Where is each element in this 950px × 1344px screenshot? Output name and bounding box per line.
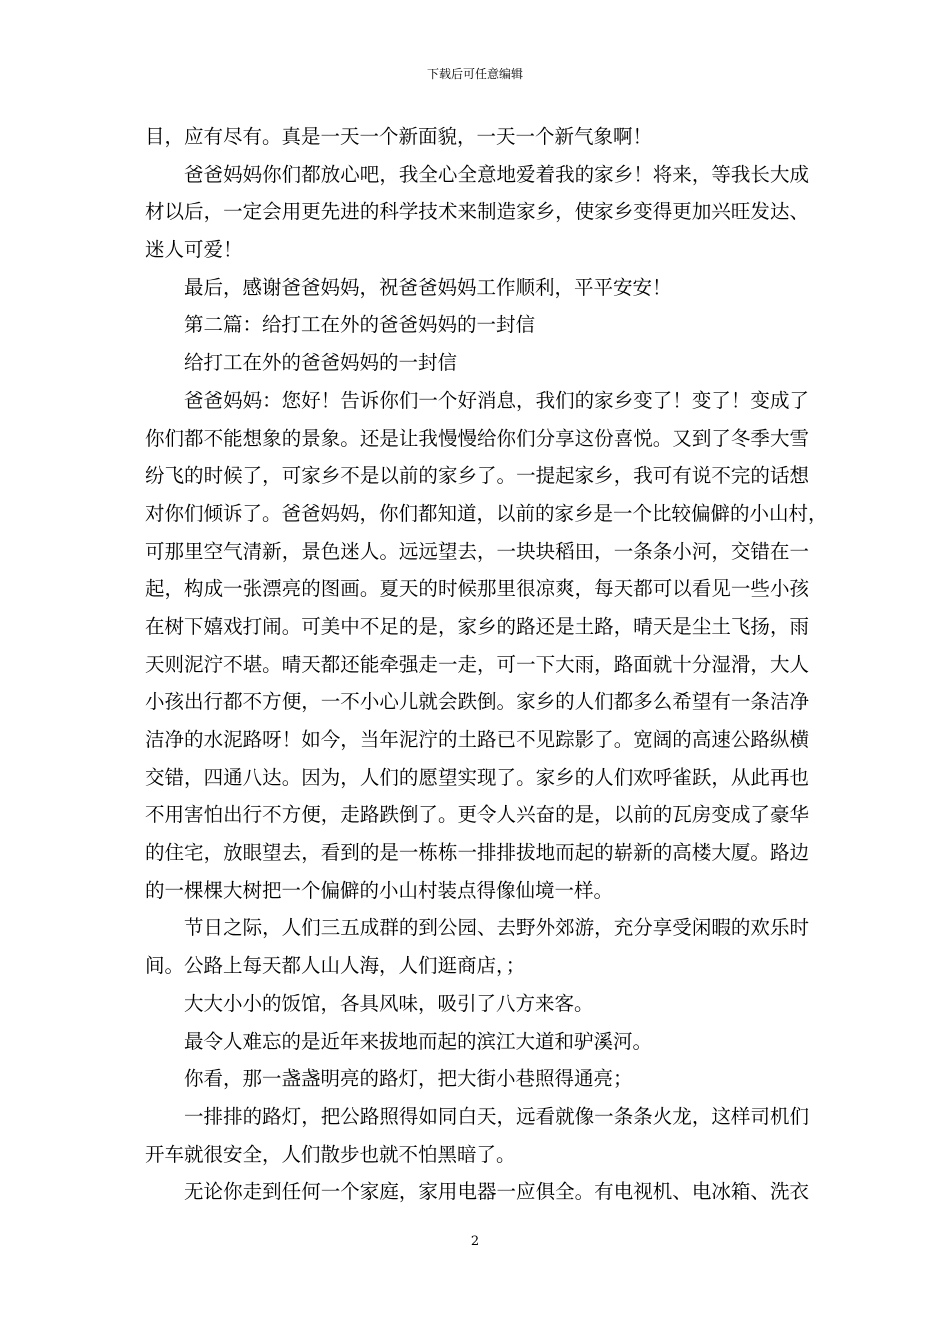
text-line: 不用害怕出行不方便，走路跌倒了。更令人兴奋的是，以前的瓦房变成了豪华 <box>145 803 809 827</box>
text-line: 对你们倾诉了。爸爸妈妈，你们都知道，以前的家乡是一个比较偏僻的小山村， <box>145 501 828 525</box>
text-line: 爸爸妈妈：您好！告诉你们一个好消息，我们的家乡变了！变了！变成了 <box>184 388 809 412</box>
text-line: 间。公路上每天都人山人海，人们逛商店，； <box>145 954 526 978</box>
text-line: 迷人可爱！ <box>145 238 243 262</box>
text-line: 小孩出行都不方便，一不小心儿就会跌倒。家乡的人们都多么希望有一条洁净 <box>145 690 809 714</box>
text-line: 给打工在外的爸爸妈妈的一封信 <box>184 351 458 375</box>
text-line: 可那里空气清新，景色迷人。远远望去，一块块稻田，一条条小河，交错在一 <box>145 539 809 563</box>
text-line: 第二篇：给打工在外的爸爸妈妈的一封信 <box>184 313 536 337</box>
text-line: 开车就很安全，人们散步也就不怕黑暗了。 <box>145 1142 516 1166</box>
text-line: 起，构成一张漂亮的图画。夏天的时候那里很凉爽，每天都可以看见一些小孩 <box>145 577 809 601</box>
text-line: 你看，那一盏盏明亮的路灯，把大街小巷照得通亮； <box>184 1067 633 1091</box>
text-line: 交错，四通八达。因为，人们的愿望实现了。家乡的人们欢呼雀跃，从此再也 <box>145 765 809 789</box>
text-line: 材以后，一定会用更先进的科学技术来制造家乡，使家乡变得更加兴旺发达、 <box>145 200 809 224</box>
text-line: 一排排的路灯，把公路照得如同白天，远看就像一条条火龙，这样司机们 <box>184 1104 809 1128</box>
text-line: 最后，感谢爸爸妈妈，祝爸爸妈妈工作顺利，平平安安！ <box>184 275 672 299</box>
page-header: 下载后可任意编辑 <box>426 67 523 81</box>
text-line: 纷飞的时候了，可家乡不是以前的家乡了。一提起家乡，我可有说不完的话想 <box>145 464 809 488</box>
text-line: 目，应有尽有。真是一天一个新面貌，一天一个新气象啊！ <box>145 125 653 148</box>
text-line: 节日之际，人们三五成群的到公园、去野外郊游，充分享受闲暇的欢乐时 <box>184 916 809 940</box>
text-line: 的一棵棵大树把一个偏僻的小山村装点得像仙境一样。 <box>145 878 614 902</box>
text-line: 你们都不能想象的景象。还是让我慢慢给你们分享这份喜悦。又到了冬季大雪 <box>145 426 809 450</box>
body-text <box>145 118 828 1211</box>
text-line: 爸爸妈妈你们都放心吧，我全心全意地爱着我的家乡！将来，等我长大成 <box>184 162 809 186</box>
text-line: 在树下嬉戏打闹。可美中不足的是，家乡的路还是土路，晴天是尘土飞扬，雨 <box>145 614 809 638</box>
page-number: 2 <box>470 1234 480 1249</box>
text-line: 洁净的水泥路呀！如今，当年泥泞的土路已不见踪影了。宽阔的高速公路纵横 <box>145 728 809 751</box>
text-line: 大大小小的饭馆，各具风味，吸引了八方来客。 <box>184 991 594 1015</box>
text-line: 天则泥泞不堪。晴天都还能牵强走一走，可一下大雨，路面就十分湿滑，大人 <box>145 652 809 676</box>
text-line: 的住宅，放眼望去，看到的是一栋栋一排排拔地而起的崭新的高楼大厦。路边 <box>145 841 809 865</box>
text-line: 无论你走到任何一个家庭，家用电器一应俱全。有电视机、电冰箱、洗衣 <box>184 1180 809 1204</box>
text-line: 最令人难忘的是近年来拔地而起的滨江大道和驴溪河。 <box>184 1029 653 1053</box>
